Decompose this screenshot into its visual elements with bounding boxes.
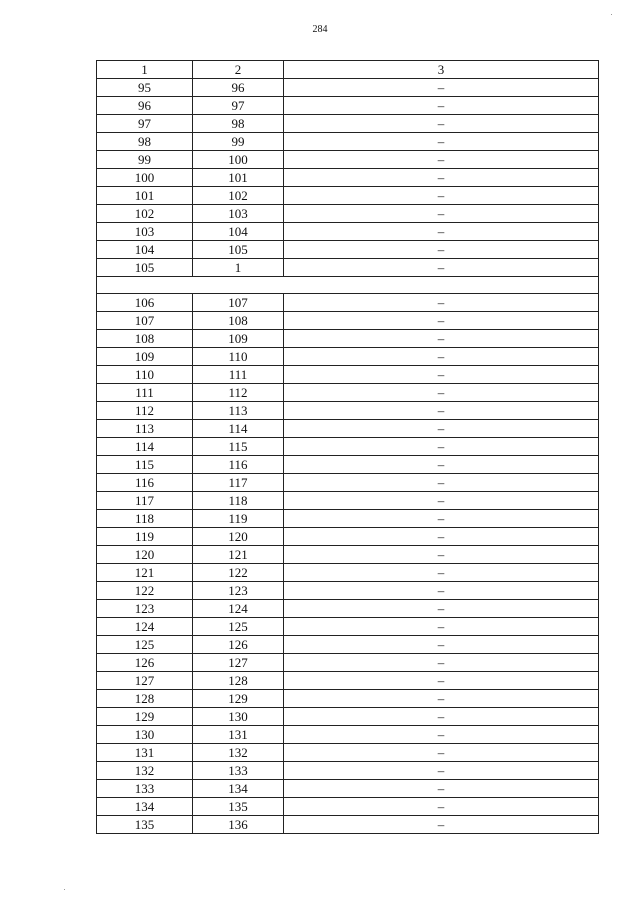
table-cell-col-3: – [284, 600, 599, 618]
table-cell-col-3: – [284, 169, 599, 187]
table-cell-col-3: – [284, 223, 599, 241]
table-cell-col-2: 122 [193, 564, 284, 582]
table-cell-col-3: – [284, 384, 599, 402]
table-cell-col-2: 113 [193, 402, 284, 420]
table-cell-col-1: 122 [97, 582, 193, 600]
table-cell-col-3: – [284, 97, 599, 115]
table-cell-col-3: – [284, 708, 599, 726]
table-row [97, 438, 599, 456]
table-cell-col-3: – [284, 241, 599, 259]
table-cell-col-1: 117 [97, 492, 193, 510]
table-row [97, 726, 599, 744]
table-row [97, 654, 599, 672]
table-cell-col-3: – [284, 528, 599, 546]
table-cell-col-2: 133 [193, 762, 284, 780]
table-row [97, 672, 599, 690]
table-row [97, 366, 599, 384]
table-cell-col-3: – [284, 618, 599, 636]
table-row [97, 546, 599, 564]
table-cell-col-1: 102 [97, 205, 193, 223]
table-cell-col-3: – [284, 510, 599, 528]
table-row [97, 259, 599, 277]
table-cell-col-3: – [284, 79, 599, 97]
table-cell-col-2: 124 [193, 600, 284, 618]
table-cell-col-3: – [284, 366, 599, 384]
scan-speck [611, 14, 612, 15]
table-cell-col-1: 126 [97, 654, 193, 672]
table-cell-col-2: 132 [193, 744, 284, 762]
table-cell-col-3: – [284, 546, 599, 564]
table-row [97, 169, 599, 187]
table-cell-col-3: – [284, 259, 599, 277]
table-cell-col-1: 123 [97, 600, 193, 618]
table-cell-col-3: – [284, 133, 599, 151]
table-cell-col-2: 97 [193, 97, 284, 115]
table-cell-col-3: – [284, 402, 599, 420]
table-body [97, 61, 599, 834]
table-cell-col-3: – [284, 762, 599, 780]
table-cell-col-1: 114 [97, 438, 193, 456]
table-cell-col-1: 107 [97, 312, 193, 330]
table-row [97, 798, 599, 816]
table-cell-col-1: 112 [97, 402, 193, 420]
table-cell-col-2: 123 [193, 582, 284, 600]
header-cell-1: 1 [97, 61, 193, 79]
table-cell-col-3: – [284, 654, 599, 672]
table-cell-col-1: 103 [97, 223, 193, 241]
table-cell-col-1: 129 [97, 708, 193, 726]
table-row [97, 762, 599, 780]
table-cell-col-2: 98 [193, 115, 284, 133]
table-row [97, 564, 599, 582]
data-table [96, 60, 599, 834]
table-header-row [97, 61, 599, 79]
table-cell-col-2: 127 [193, 654, 284, 672]
table-cell-col-1: 134 [97, 798, 193, 816]
table-cell-col-2: 108 [193, 312, 284, 330]
table-cell-col-3: – [284, 205, 599, 223]
table-row [97, 133, 599, 151]
table-row [97, 115, 599, 133]
table-cell-col-1: 108 [97, 330, 193, 348]
table-cell-col-2: 99 [193, 133, 284, 151]
table-cell-col-1: 121 [97, 564, 193, 582]
table-cell-col-1: 130 [97, 726, 193, 744]
table-cell-col-2: 129 [193, 690, 284, 708]
table-cell-col-3: – [284, 330, 599, 348]
table-cell-col-3: – [284, 312, 599, 330]
table-cell-col-3: – [284, 474, 599, 492]
table-cell-col-1: 133 [97, 780, 193, 798]
table-cell-col-1: 97 [97, 115, 193, 133]
table-cell-col-1: 124 [97, 618, 193, 636]
table-cell-col-1: 116 [97, 474, 193, 492]
table-row [97, 744, 599, 762]
table-row [97, 420, 599, 438]
table-cell-col-1: 106 [97, 294, 193, 312]
table-row [97, 780, 599, 798]
table-cell-col-2: 120 [193, 528, 284, 546]
table-cell-col-1: 99 [97, 151, 193, 169]
table-cell-col-2: 115 [193, 438, 284, 456]
table-cell-col-3: – [284, 115, 599, 133]
table-row [97, 187, 599, 205]
table-cell-col-3: – [284, 744, 599, 762]
table-cell-col-1: 127 [97, 672, 193, 690]
table-cell-col-1: 132 [97, 762, 193, 780]
table-cell-col-1: 104 [97, 241, 193, 259]
scan-speck [64, 889, 65, 890]
table-cell-col-3: – [284, 798, 599, 816]
table-cell-col-1: 100 [97, 169, 193, 187]
table-cell-col-2: 130 [193, 708, 284, 726]
header-cell-3: 3 [284, 61, 599, 79]
table-row [97, 294, 599, 312]
table-cell-col-2: 1 [193, 259, 284, 277]
table-cell-col-3: – [284, 492, 599, 510]
table-cell-col-1: 115 [97, 456, 193, 474]
table-cell-col-2: 116 [193, 456, 284, 474]
table-row [97, 402, 599, 420]
table-cell-col-1: 110 [97, 366, 193, 384]
table-cell-col-3: – [284, 456, 599, 474]
table-row [97, 690, 599, 708]
table-row [97, 708, 599, 726]
table-cell-col-3: – [284, 151, 599, 169]
table-cell-col-2: 100 [193, 151, 284, 169]
table-row [97, 456, 599, 474]
table-cell-col-1: 113 [97, 420, 193, 438]
table-cell-col-2: 134 [193, 780, 284, 798]
table-cell-col-1: 118 [97, 510, 193, 528]
table-cell-col-1: 105 [97, 259, 193, 277]
table-row [97, 474, 599, 492]
table-cell-col-2: 111 [193, 366, 284, 384]
table-cell-col-3: – [284, 294, 599, 312]
table-cell-col-2: 112 [193, 384, 284, 402]
table-cell-col-2: 119 [193, 510, 284, 528]
table-cell-col-1: 109 [97, 348, 193, 366]
table-cell-col-3: – [284, 636, 599, 654]
table-cell-col-3: – [284, 348, 599, 366]
table-cell-col-3: – [284, 672, 599, 690]
table-row [97, 582, 599, 600]
table-row [97, 816, 599, 834]
table-cell-col-2: 136 [193, 816, 284, 834]
table-cell-col-2: 121 [193, 546, 284, 564]
table-cell-col-2: 117 [193, 474, 284, 492]
table-cell-col-3: – [284, 582, 599, 600]
table-cell-col-2: 102 [193, 187, 284, 205]
table-cell-col-3: – [284, 726, 599, 744]
table-cell-col-1: 98 [97, 133, 193, 151]
table-cell-col-2: 103 [193, 205, 284, 223]
table-cell-col-2: 125 [193, 618, 284, 636]
table-cell-col-2: 107 [193, 294, 284, 312]
table-row [97, 384, 599, 402]
table-cell-col-2: 110 [193, 348, 284, 366]
table-cell-col-3: – [284, 780, 599, 798]
table-cell-col-2: 96 [193, 79, 284, 97]
header-cell-2: 2 [193, 61, 284, 79]
table-cell-col-1: 125 [97, 636, 193, 654]
table-row [97, 312, 599, 330]
table-cell-col-3: – [284, 690, 599, 708]
table-row [97, 348, 599, 366]
table-cell-col-1: 111 [97, 384, 193, 402]
table-row [97, 330, 599, 348]
table-cell-col-2: 126 [193, 636, 284, 654]
table-row [97, 510, 599, 528]
table-row [97, 79, 599, 97]
table-cell-col-2: 104 [193, 223, 284, 241]
table-cell-col-1: 96 [97, 97, 193, 115]
table-cell-col-1: 120 [97, 546, 193, 564]
table-row [97, 492, 599, 510]
table-gap-row [97, 277, 599, 294]
table-cell-col-3: – [284, 564, 599, 582]
table-row [97, 528, 599, 546]
table-cell-col-2: 131 [193, 726, 284, 744]
table-cell-col-3: – [284, 420, 599, 438]
table-row [97, 636, 599, 654]
table-row [97, 600, 599, 618]
table-cell-col-1: 95 [97, 79, 193, 97]
table-cell-col-2: 101 [193, 169, 284, 187]
table-row [97, 97, 599, 115]
page-number: 284 [312, 24, 328, 35]
table-row [97, 151, 599, 169]
table-cell-col-2: 109 [193, 330, 284, 348]
table-cell-col-2: 118 [193, 492, 284, 510]
table-row [97, 223, 599, 241]
table-row [97, 618, 599, 636]
table-cell-col-3: – [284, 187, 599, 205]
table-cell-col-3: – [284, 816, 599, 834]
table-gap-cell [97, 277, 599, 294]
table-cell-col-1: 135 [97, 816, 193, 834]
table-cell-col-2: 114 [193, 420, 284, 438]
table-cell-col-2: 135 [193, 798, 284, 816]
table-cell-col-1: 131 [97, 744, 193, 762]
table-row [97, 205, 599, 223]
table-cell-col-1: 101 [97, 187, 193, 205]
table-cell-col-2: 105 [193, 241, 284, 259]
table-cell-col-2: 128 [193, 672, 284, 690]
table-cell-col-1: 119 [97, 528, 193, 546]
table-cell-col-1: 128 [97, 690, 193, 708]
table-row [97, 241, 599, 259]
table-cell-col-3: – [284, 438, 599, 456]
